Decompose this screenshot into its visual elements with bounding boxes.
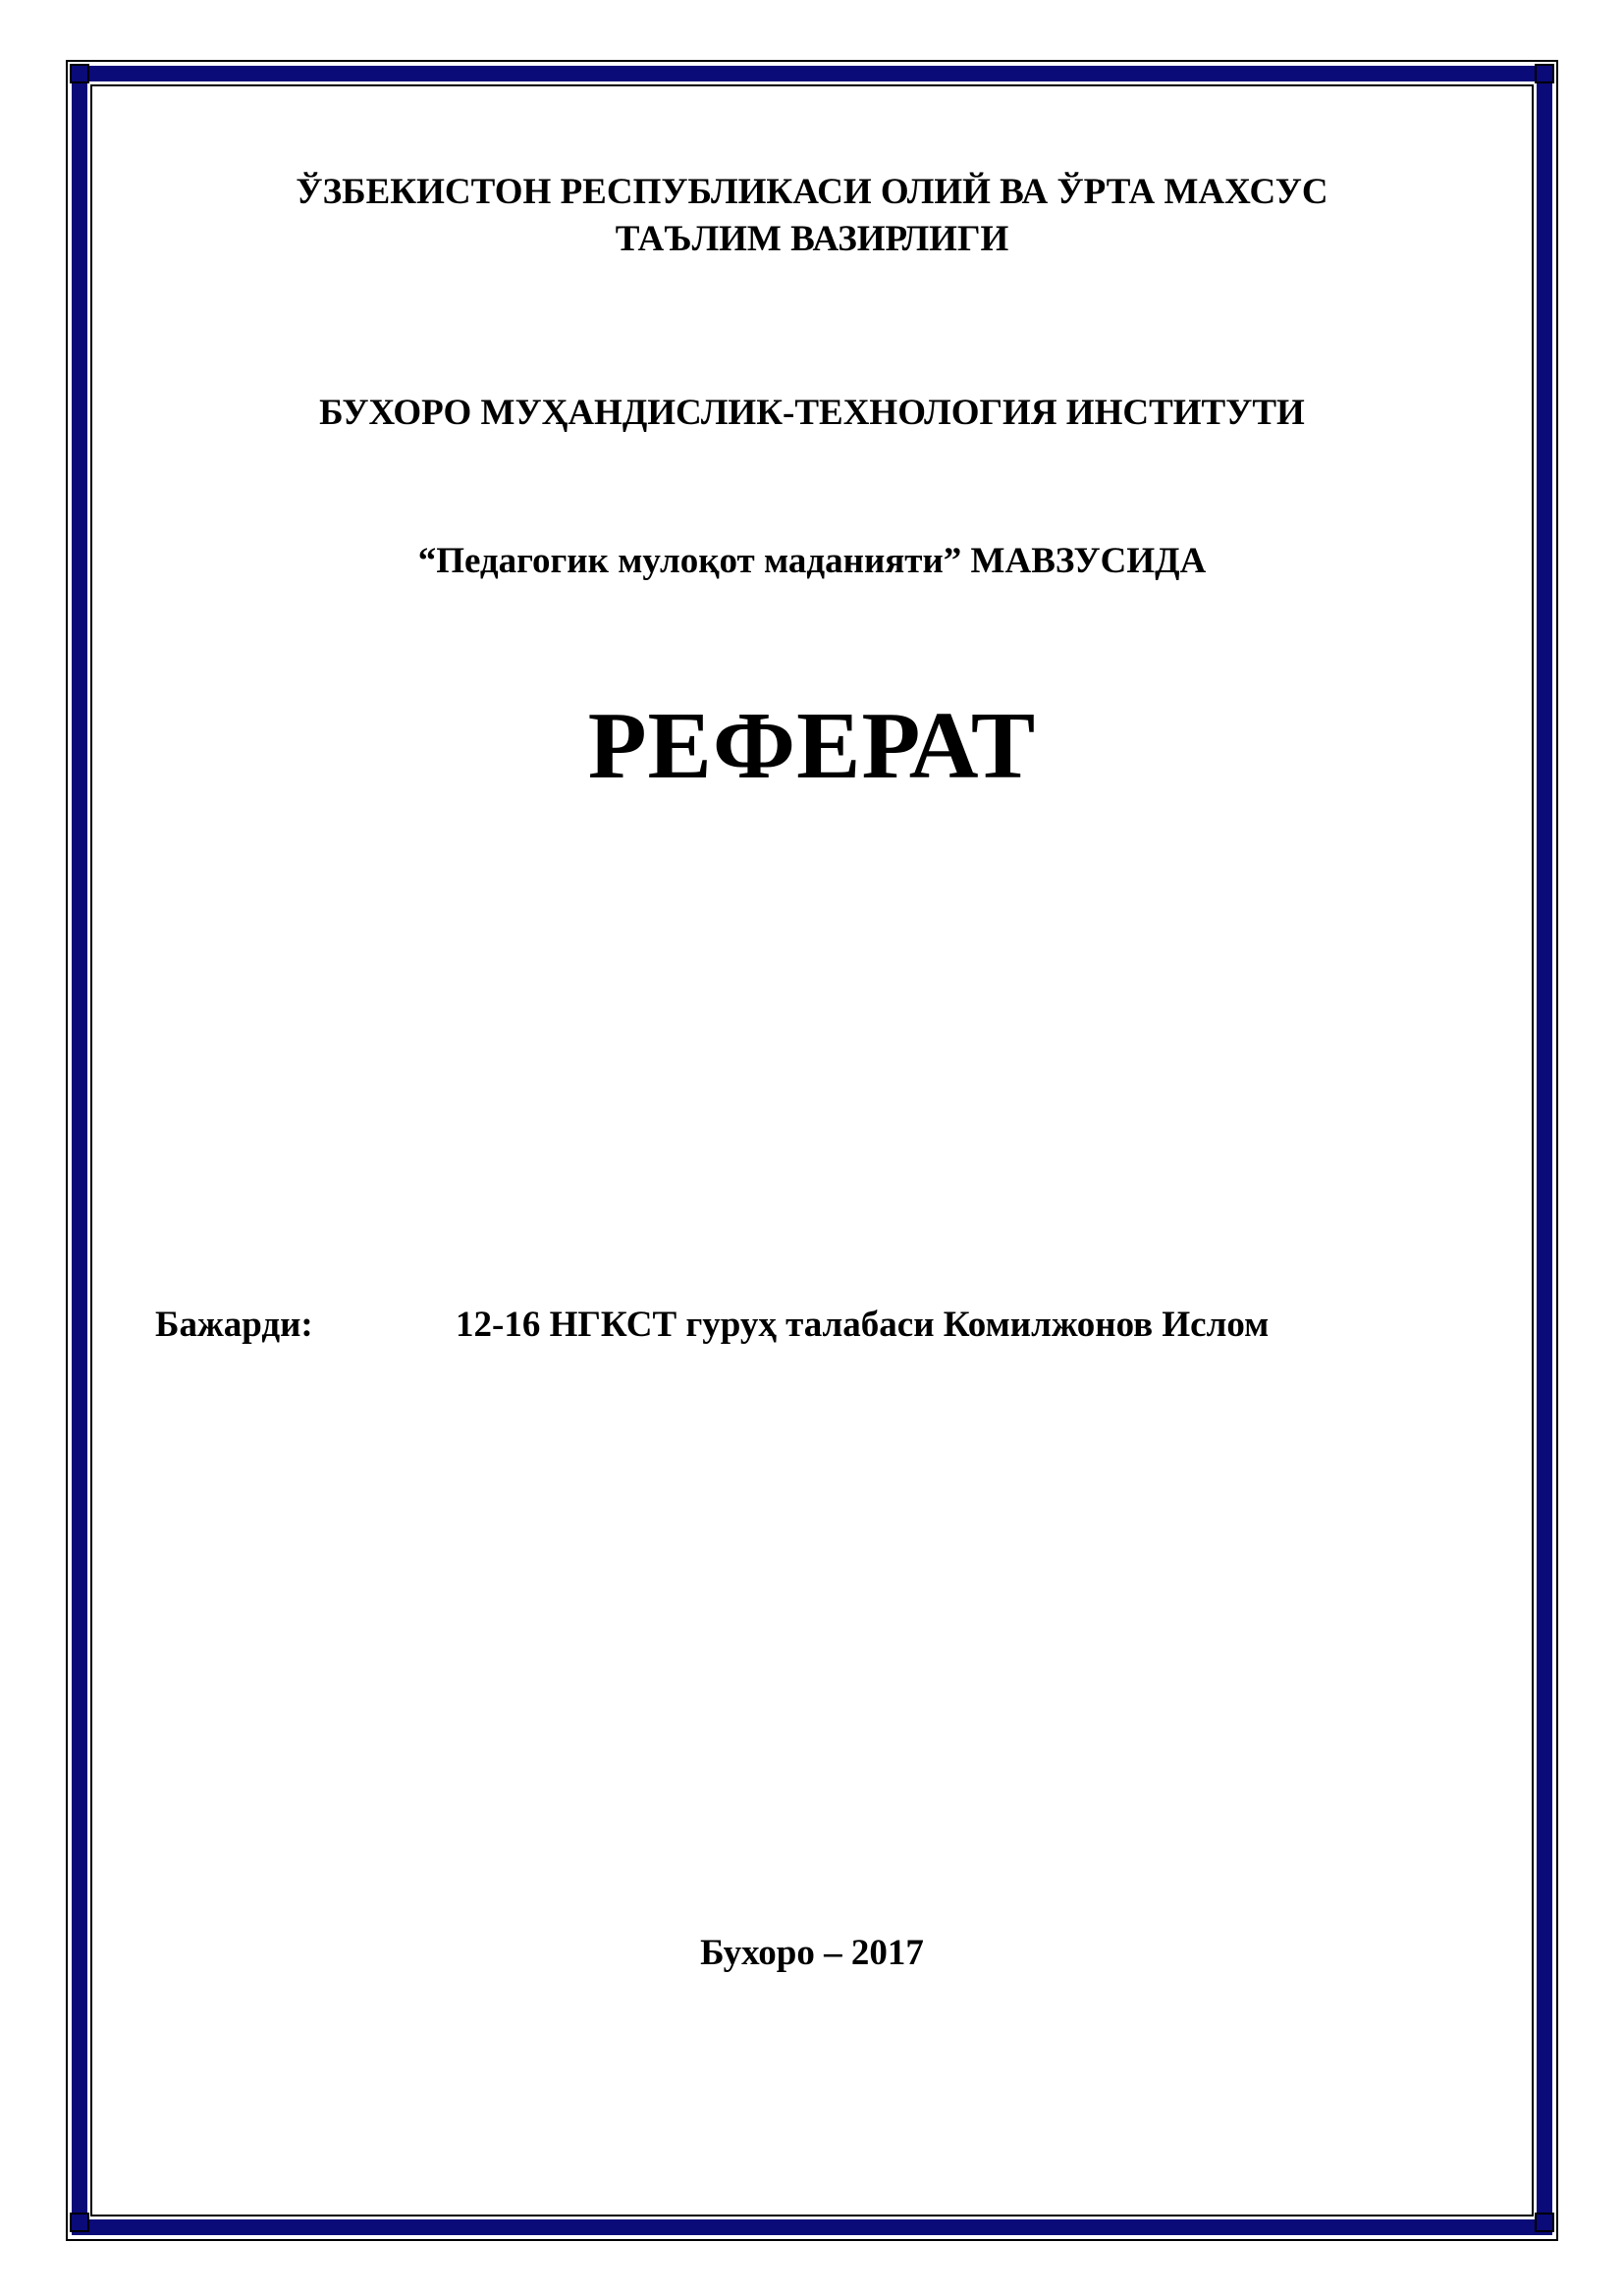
- topic-suffix: МАВЗУСИДА: [970, 541, 1207, 581]
- topic-title: “Педагогик мулоқот маданияти”: [417, 541, 962, 581]
- ministry-line-1: ЎЗБЕКИСТОН РЕСПУБЛИКАСИ ОЛИЙ ВА ЎРТА МАХСУС: [296, 172, 1328, 212]
- performer-row: [155, 1302, 1471, 1349]
- place-year: Бухоро – 2017: [700, 1933, 924, 1973]
- document-type-title: РЕФЕРАТ: [587, 693, 1037, 799]
- performer-value: 12-16 НГКСТ гуруҳ талабаси Комилжонов Ислом: [456, 1305, 1270, 1345]
- institute-name: БУХОРО МУҲАНДИСЛИК-ТЕХНОЛОГИЯ ИНСТИТУТИ: [319, 393, 1305, 433]
- ministry-heading: [0, 169, 1624, 263]
- frame-thin-outer-line: [67, 61, 1557, 2240]
- topic-line: [0, 538, 1624, 585]
- ministry-line-2: ТАЪЛИМ ВАЗИРЛИГИ: [615, 219, 1009, 259]
- performer-label: Бажарди:: [155, 1305, 313, 1345]
